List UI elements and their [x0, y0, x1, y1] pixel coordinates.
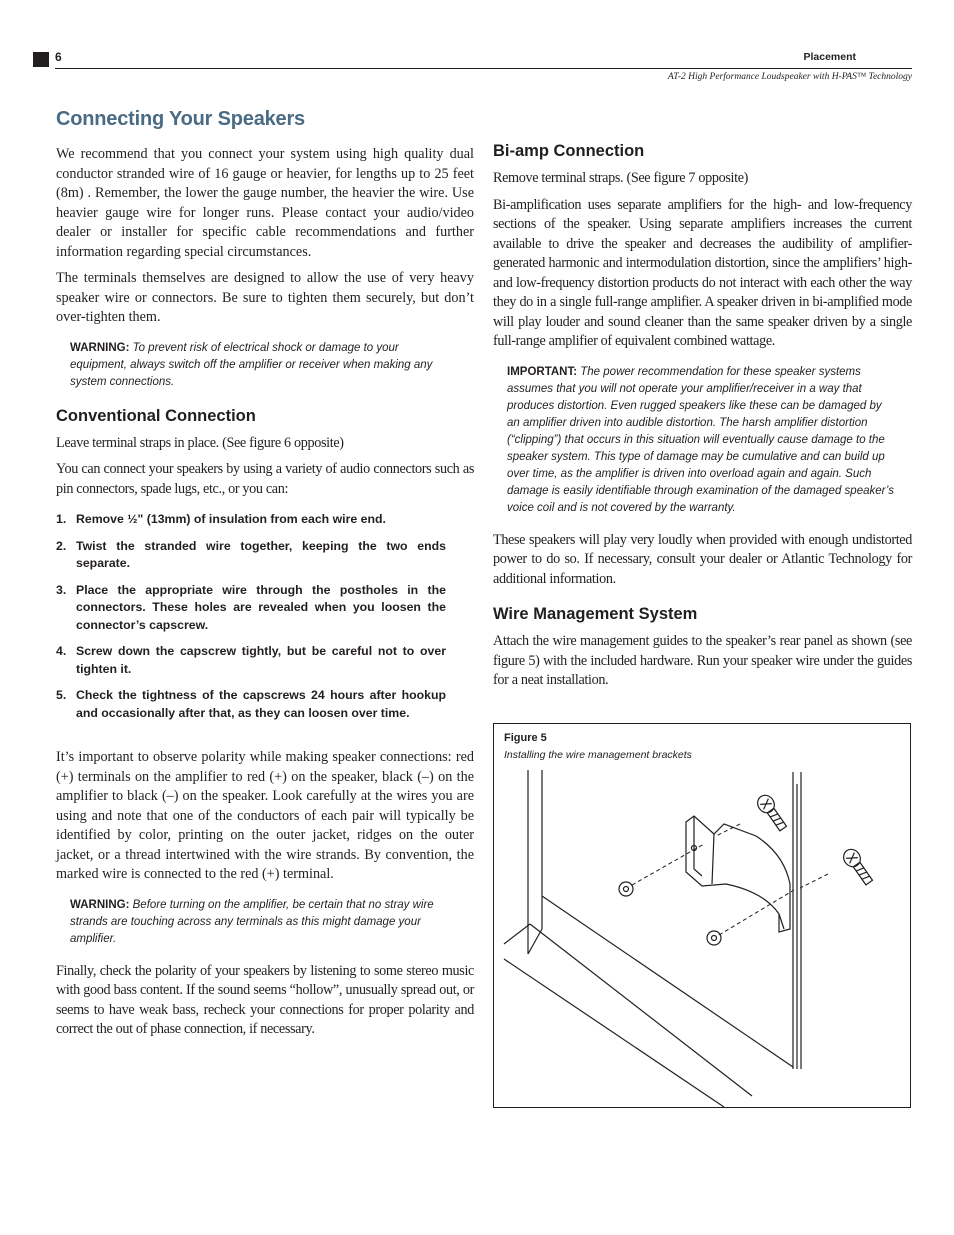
intro-paragraph-1: We recommend that you connect your system using high quality dual conductor stranded wire of 16 gauge or heavier, for lengths up to 25 feet (8m) . Remember, the lower the gauge number, the heavier the wire. Use heavier gauge wire for longer runs. Please contact your audio/video dealer or installer for specific cable recommendations and further information regarding special circumstances. — [56, 146, 474, 260]
biamp-heading: Bi-amp Connection — [493, 142, 645, 160]
list-item: 4. Screw down the capscrew tightly, but be careful not to over tighten it. — [56, 644, 446, 676]
wire-paragraph: Attach the wire management guides to the speaker’s rear panel as shown (see figure 5) with the included hardware. Run your speaker wire under the guides for a neat installation. — [493, 633, 912, 688]
list-item: 1. Remove ½" (13mm) of insulation from each wire end. — [56, 512, 386, 526]
conventional-paragraph-1: Leave terminal straps in place. (See figure 6 opposite) — [56, 434, 344, 451]
product-line: AT-2 High Performance Loudspeaker with H-PAS™ Technology — [667, 72, 912, 82]
biamp-paragraph-2: Bi-amplification uses separate amplifiers for the high- and low-frequency sections of the speaker. Using separate amplifiers increases the current available to drive the speaker and decreases the audibility of amplifier-generated harmonic and intermodulation distortion, since the amplifiers’ high- and low-frequency distortion products do not interact with each other the way they do in a single full-range amplifier. A speaker driven in bi-amplified mode will play louder and sound cleaner than the same speaker driven by a single full-range amplifier of equivalent combined wattage. — [493, 196, 912, 349]
final-paragraph: Finally, check the polarity of your speakers by listening to some stereo music with good bass content. If the sound seems “hollow”, unusually spread out, or seems to have weak bass, recheck your connections for proper polarity and correct the out of phase connection, if necessary. — [56, 962, 474, 1037]
section-name: Placement — [803, 51, 856, 63]
figure-title: Figure 5 — [504, 732, 547, 744]
page-number: 6 — [55, 50, 62, 64]
intro-paragraph-2: The terminals themselves are designed to allow the use of very heavy speaker wire or connectors. Be sure to tighten them securely, but don’t over-tighten them. — [56, 270, 474, 325]
left-column — [56, 108, 474, 1047]
biamp-paragraph-1: Remove terminal straps. (See figure 7 opposite) — [493, 170, 749, 186]
conventional-paragraph-2: You can connect your speakers by using a variety of audio connectors such as pin connectors, spade lugs, etc., or you can: — [56, 461, 474, 497]
warning-label: WARNING: — [70, 341, 130, 354]
header-marker — [33, 52, 49, 67]
list-item: 5. Check the tightness of the capscrews 24 hours after hookup and occasionally after that, as they can loosen over time. — [56, 688, 446, 720]
figure-caption: Installing the wire management brackets — [504, 749, 692, 761]
wire-heading: Wire Management System — [493, 605, 698, 623]
warning-note-2 — [70, 897, 456, 948]
list-item: 3. Place the appropriate wire through the postholes in the connectors. These holes are revealed when you loosen the connector’s capscrew. — [56, 582, 446, 632]
list-item: 2. Twist the stranded wire together, keeping the two ends separate. — [56, 538, 446, 570]
warning-text: Before turning on the amplifier, be certain that no stray wire strands are touching across any terminals as this might damage your amplifier. — [70, 898, 434, 945]
figure-5 — [493, 723, 911, 1108]
important-note — [507, 364, 894, 517]
page-title: Connecting Your Speakers — [56, 108, 305, 130]
warning-note-1 — [70, 340, 456, 391]
warning-label: WARNING: — [70, 898, 130, 911]
warning-text: To prevent risk of electrical shock or damage to your equipment, always switch off the amplifier or receiver when making any system connections. — [70, 341, 433, 388]
polarity-paragraph: It’s important to observe polarity while making speaker connections: red (+) terminals on the amplifier to red (+) on the speaker, black (–) on the amplifier to black (–) on the speaker. Look carefully at the wires you are using and note that one of the conductors of each pair will typically be identified by color, printing on the outer jacket, ridges on the outer jacket, or a thread intertwined with the wire strands. By convention, the marked wire is connected to the red (+) terminal. — [56, 749, 474, 882]
right-column — [493, 142, 912, 698]
conventional-heading: Conventional Connection — [56, 406, 256, 425]
important-text: The power recommendation for these speaker systems assumes that you will not operate your amplifier/receiver in a way that produces distortion. Even rugged speakers like these can be damaged by an amplifier driven into audible distortion. The harsh amplifier distortion (“clipping”) that occurs in this situation will eventually cause damage to the speaker system. This type of damage may be cumulative and can build up over time, as the amplifier is driven into overload again and again. Such damage is easily identifiable through examination of the damaged speaker’s voice coil and is not covered by the warranty. — [507, 365, 894, 514]
important-label: IMPORTANT: — [507, 365, 578, 378]
loud-paragraph: These speakers will play very loudly when provided with enough undistorted power to do so. If necessary, consult your dealer or Atlantic Technology for additional information. — [493, 531, 912, 587]
wire-bracket-illustration — [494, 724, 910, 1107]
header-rule — [55, 68, 912, 69]
steps-list — [56, 511, 474, 722]
